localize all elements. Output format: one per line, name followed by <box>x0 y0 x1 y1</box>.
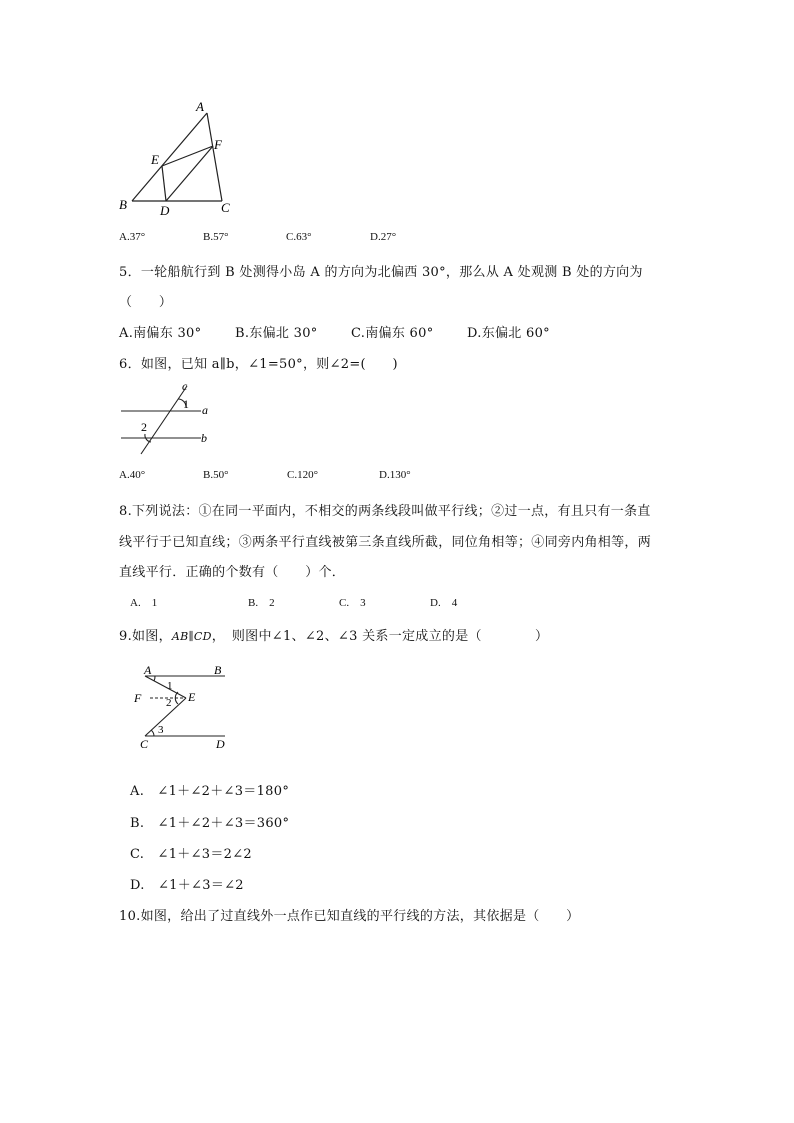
q8-option-b: B. 2 <box>248 597 275 609</box>
q5-option-a: A.南偏东 30° <box>119 326 202 341</box>
q8-stem-line2: 线平行于已知直线；③两条平行直线被第三条直线所截，同位角相等；④同旁内角相等，两 <box>119 535 652 550</box>
label-C: C <box>221 200 230 215</box>
q8-option-c: C. 3 <box>339 597 366 609</box>
q8-stem-line3: 直线平行．正确的个数有（ ）个． <box>119 565 346 580</box>
label-angle2: 2 <box>141 420 147 434</box>
q4-option-a: A.37° <box>119 231 146 243</box>
label-angle1: 1 <box>167 680 173 692</box>
label-A: A <box>196 99 204 114</box>
label-D: D <box>160 203 170 218</box>
q9-stem-question: ， 则图中∠1、∠2、∠3 关系一定成立的是（ ） <box>211 629 549 644</box>
parallel-lines-figure <box>115 378 220 456</box>
q4-option-b: B.57° <box>203 231 229 243</box>
zigzag-figure <box>130 660 240 754</box>
q8-stem-line1: 8.下列说法：①在同一平面内，不相交的两条线段叫做平行线；②过一点，有且只有一条直 <box>119 504 651 519</box>
label-a: a <box>202 403 208 417</box>
q6-option-d: D.130° <box>379 469 411 481</box>
label-E: E <box>151 152 159 167</box>
q4-option-c: C.63° <box>286 231 312 243</box>
q9-stem-prefix: 9.如图， <box>119 629 172 644</box>
label-C: C <box>140 737 149 751</box>
q8-option-d: D. 4 <box>430 597 458 609</box>
label-F: F <box>214 137 222 152</box>
q6-option-c: C.120° <box>287 469 318 481</box>
q9-option-b: B. ∠1＋∠2＋∠3＝360° <box>130 816 290 831</box>
label-B: B <box>119 197 127 212</box>
label-b: b <box>201 431 207 445</box>
q9-stem <box>119 625 548 644</box>
label-D: D <box>216 737 225 751</box>
label-F: F <box>134 691 142 705</box>
q9-option-c: C. ∠1＋∠3＝2∠2 <box>130 847 252 862</box>
label-E: E <box>188 690 196 704</box>
q9-option-a: A. ∠1＋∠2＋∠3＝180° <box>130 784 290 799</box>
q9-stem-condition: AB∥CD <box>171 630 212 643</box>
q5-option-d: D.东偏北 60° <box>467 326 550 341</box>
label-angle1: 1 <box>183 397 189 411</box>
q8-option-a: A. 1 <box>130 597 158 609</box>
triangle-figure <box>110 95 250 220</box>
q6-stem: 6．如图，已知 a∥b，∠1=50°，则∠2=( ) <box>119 357 398 372</box>
q10-stem: 10.如图，给出了过直线外一点作已知直线的平行线的方法，其依据是（ ） <box>119 909 580 924</box>
q5-stem-line2: （ ） <box>119 295 173 310</box>
label-A: A <box>144 663 152 677</box>
q6-option-a: A.40° <box>119 469 146 481</box>
label-c: c <box>182 379 188 393</box>
label-angle3: 3 <box>158 724 164 736</box>
q5-option-c: C.南偏东 60° <box>351 326 434 341</box>
q9-option-d: D. ∠1＋∠3＝∠2 <box>130 878 244 893</box>
label-angle2: 2 <box>166 697 172 709</box>
label-B: B <box>214 663 222 677</box>
q4-option-d: D.27° <box>370 231 397 243</box>
q5-stem-line1: 5．一轮船航行到 B 处测得小岛 A 的方向为北偏西 30°，那么从 A 处观测 B 处的方向为 <box>119 265 643 280</box>
q5-option-b: B.东偏北 30° <box>235 326 318 341</box>
q6-option-b: B.50° <box>203 469 229 481</box>
